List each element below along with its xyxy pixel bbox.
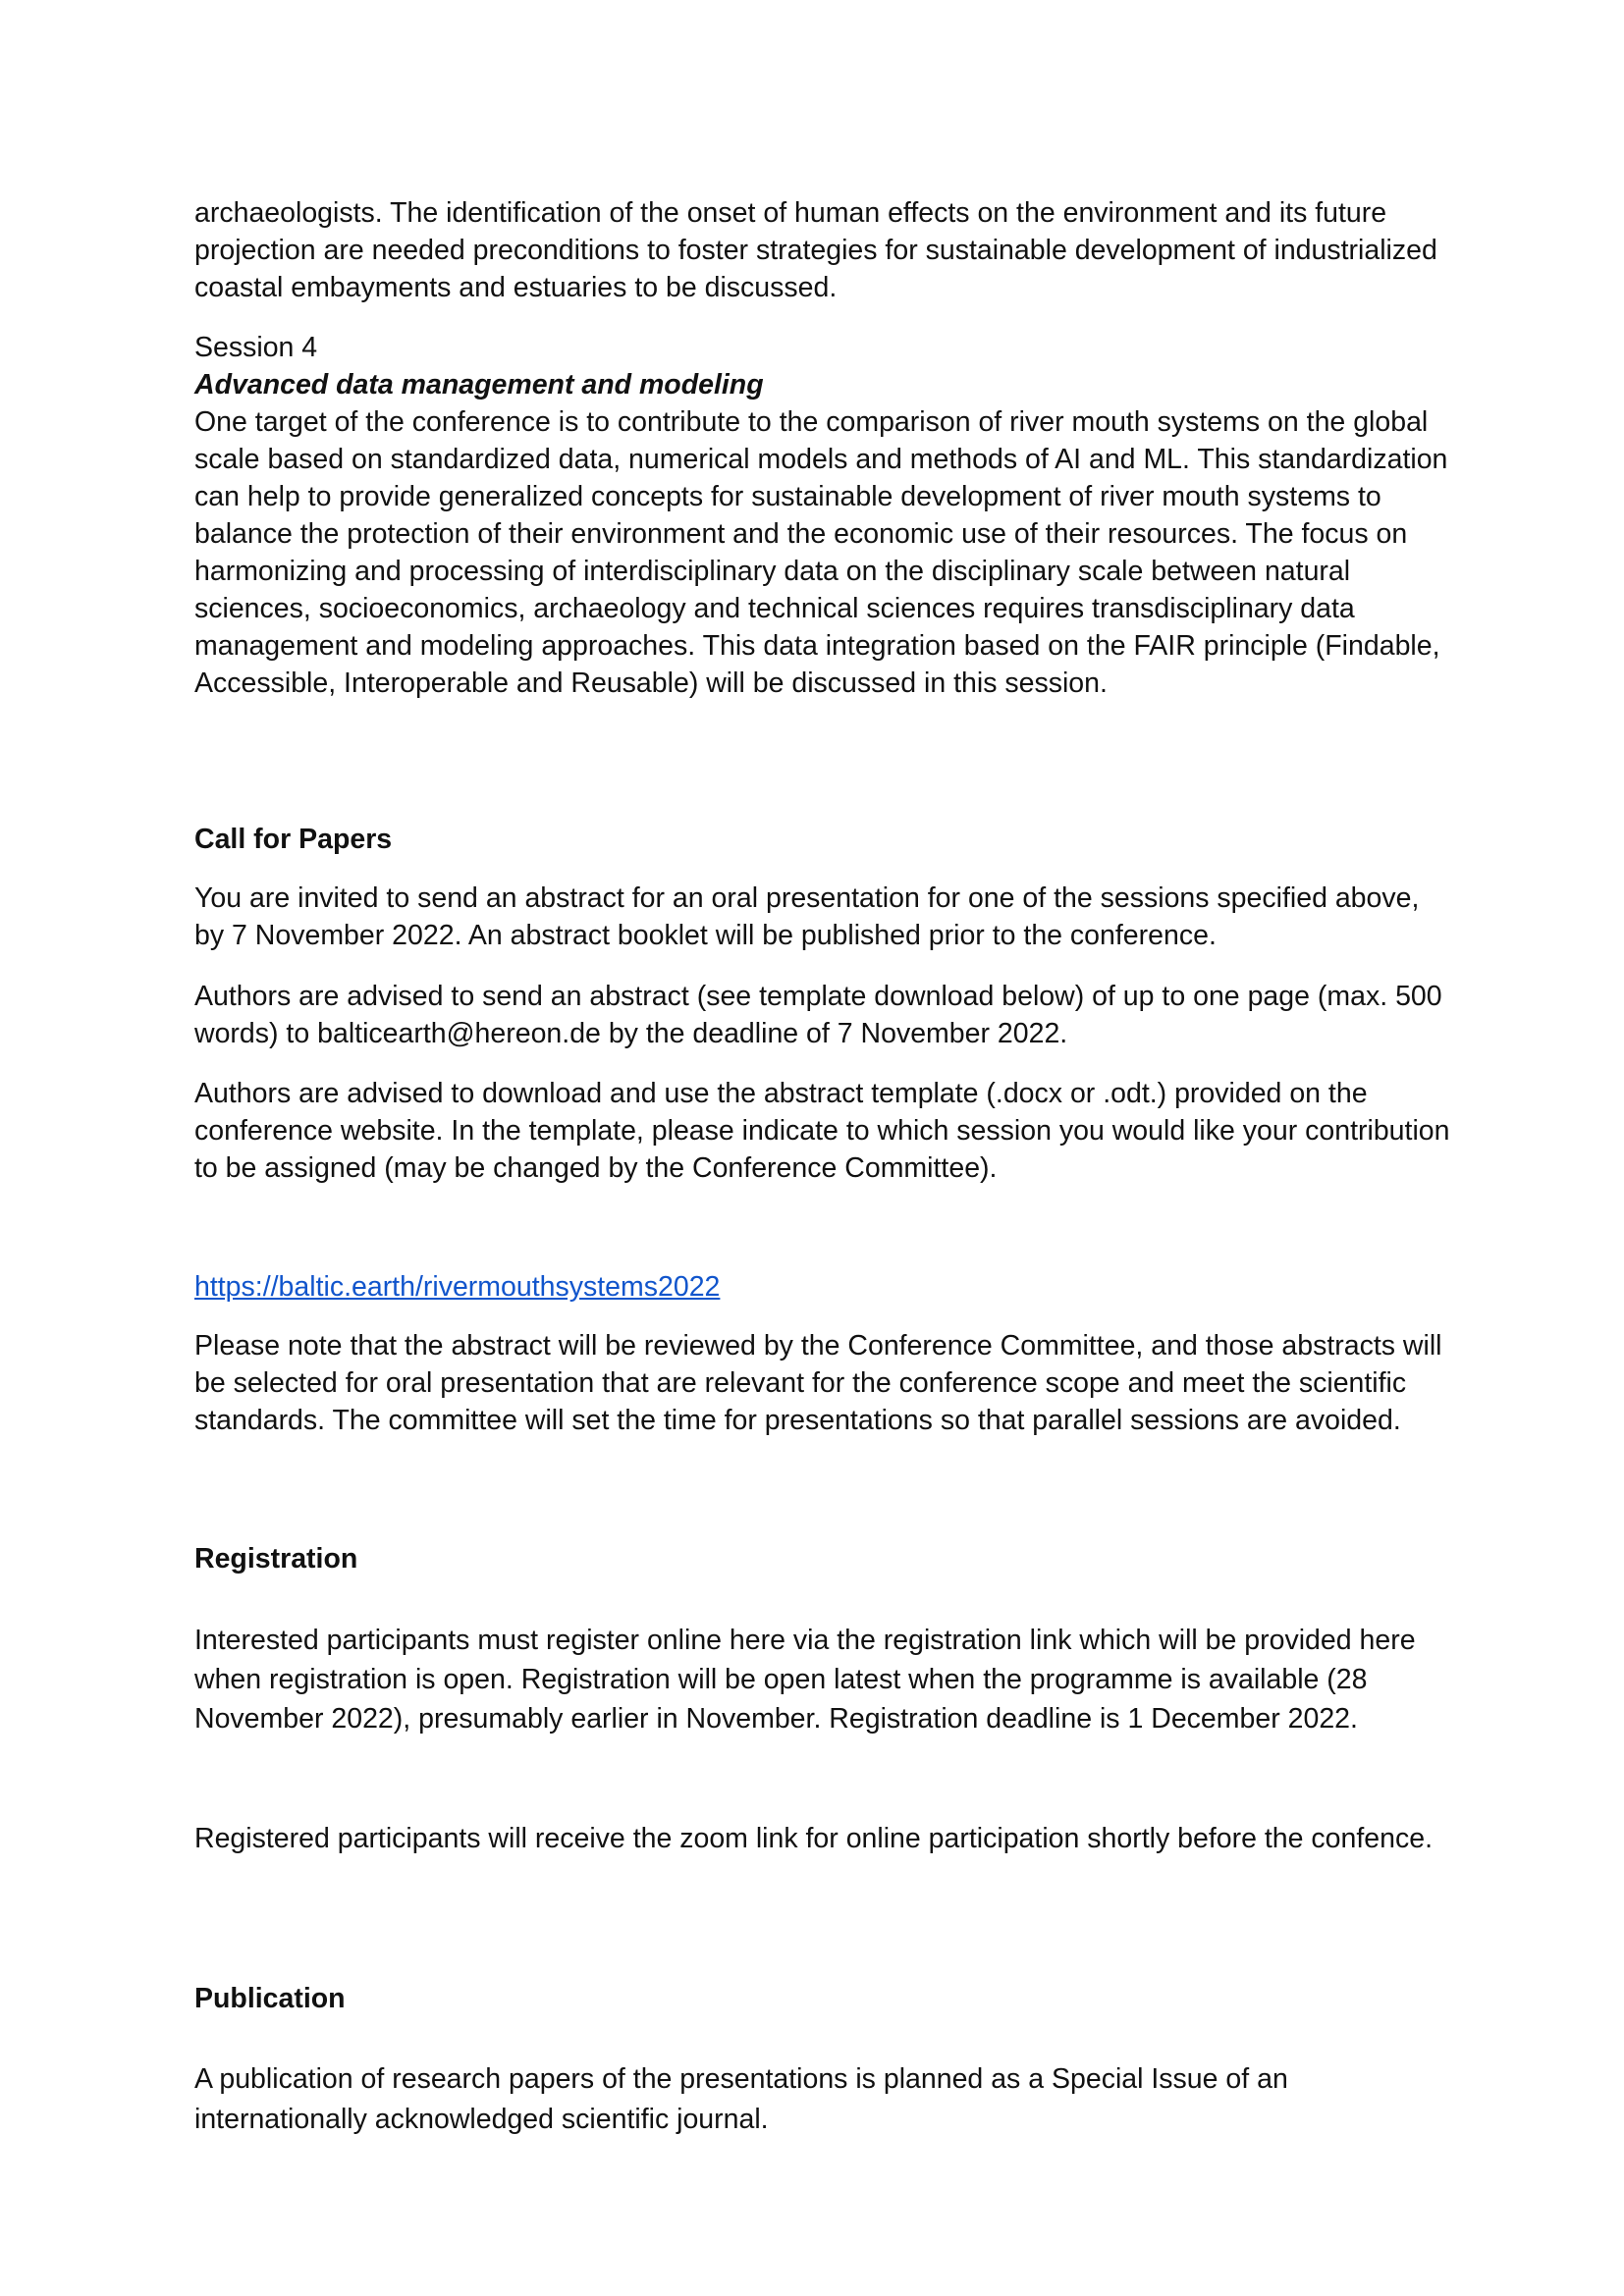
cfp-paragraph-4: Please note that the abstract will be reviewed by the Conference Committee, and those abstracts will be selected for oral presentation that are relevant for the conference scope and meet the scientific standards. The committee will set the time for presentations so that parallel sessions are avoided.	[194, 1330, 1442, 1436]
cfp-para3-block	[194, 1075, 1451, 1187]
conference-link-block	[194, 1268, 1451, 1306]
registration-heading: Registration	[194, 1543, 358, 1575]
session4-title: Advanced data management and modeling	[194, 369, 764, 400]
registration-para1-block	[194, 1621, 1451, 1738]
cfp-paragraph-1: You are invited to send an abstract for an oral presentation for one of the sessions specified above, by 7 November 2022. An abstract booklet will be published prior to the conference.	[194, 882, 1420, 951]
publication-paragraph-1: A publication of research papers of the presentations is planned as a Special Issue of an internationally acknowledged scientific journal.	[194, 2063, 1288, 2135]
session4-block	[194, 329, 1451, 702]
conference-website-link[interactable]: https://baltic.earth/rivermouthsystems2022	[194, 1271, 721, 1303]
intro-continuation-paragraph: archaeologists. The identification of the onset of human effects on the environment and its future projection are needed preconditions to foster strategies for sustainable development of industrialized coastal embayments and estuaries to be discussed.	[194, 197, 1437, 303]
session4-label: Session 4	[194, 332, 318, 363]
call-for-papers-heading-block	[194, 821, 1451, 858]
registration-heading-block	[194, 1540, 1451, 1577]
cfp-paragraph-3: Authors are advised to download and use the abstract template (.docx or .odt.) provided on the conference website. In the template, please indicate to which session you would like your contribution to be assigned (may be changed by the Conference Committee).	[194, 1078, 1450, 1184]
publication-heading-block	[194, 1980, 1451, 2017]
cfp-para2-block	[194, 978, 1451, 1052]
registration-para2-block	[194, 1819, 1451, 1858]
cfp-para4-block	[194, 1327, 1451, 1439]
call-for-papers-heading: Call for Papers	[194, 824, 393, 855]
intro-continuation-block	[194, 194, 1451, 306]
session4-body: One target of the conference is to contribute to the comparison of river mouth systems on the global scale based on standardized data, numerical models and methods of AI and ML. This standardization can help to provide generalized concepts for sustainable development of river mouth systems to balance the protection of their environment and the economic use of their resources. The focus on harmonizing and processing of interdisciplinary data on the disciplinary scale between natural sciences, socioeconomics, archaeology and technical sciences requires transdisciplinary data management and modeling approaches. This data integration based on the FAIR principle (Findable, Accessible, Interoperable and Reusable) will be discussed in this session.	[194, 406, 1448, 699]
registration-paragraph-2: Registered participants will receive the zoom link for online participation shortly before the confence.	[194, 1823, 1433, 1854]
cfp-paragraph-2: Authors are advised to send an abstract (see template download below) of up to one page (max. 500 words) to balticearth@hereon.de by the deadline of 7 November 2022.	[194, 981, 1442, 1049]
publication-heading: Publication	[194, 1983, 346, 2014]
registration-paragraph-1: Interested participants must register online here via the registration link which will be provided here when registration is open. Registration will be open latest when the programme is available (28 November 2022), presumably earlier in November. Registration deadline is 1 December 2022.	[194, 1625, 1416, 1735]
cfp-para1-block	[194, 880, 1451, 954]
publication-para1-block	[194, 2059, 1451, 2140]
